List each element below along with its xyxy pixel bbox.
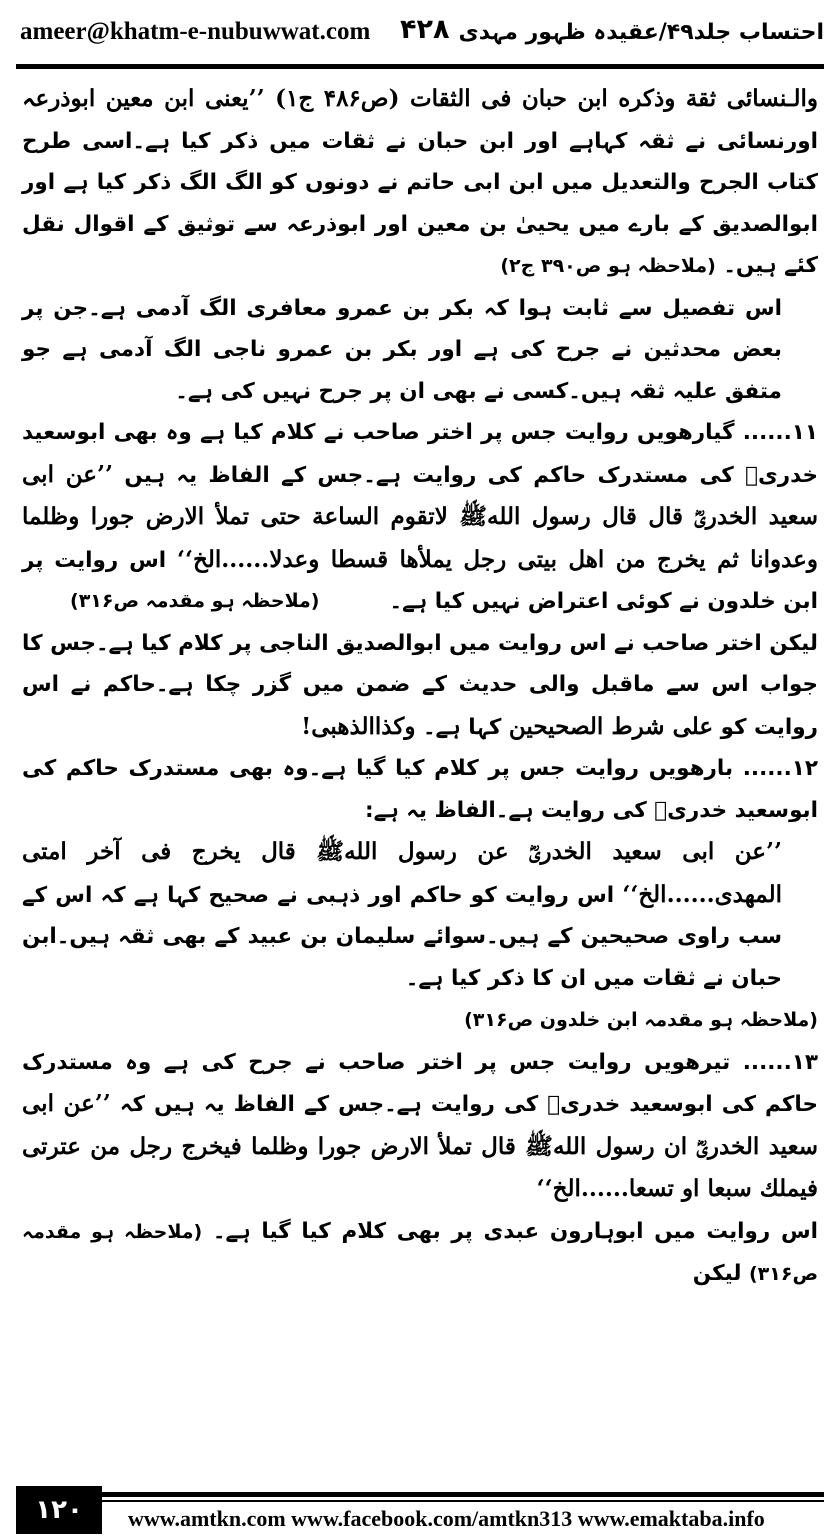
reference-1: (ملاحظہ ہو ص۳۹۰ ج۲): [500, 255, 716, 277]
section-11-hadith: ’’عن ابی سعید الخدریؓ قال قال رسول اللهﷺ لاتقوم الساعة حتی تملأ الارض جورا وظلما وعدوانا ثم یخرج من اهل بیتی رجل یملأها قسطا وعدلا......الخ‘‘: [22, 460, 818, 573]
header-rule: [16, 64, 824, 69]
last-paragraph: [22, 1211, 818, 1296]
header-page-number: ۴۲۸: [400, 14, 450, 45]
section-13-hadith: ’’عن ابی سعید الخدریؓ ان رسول اللهﷺ قال تملأ الارض جورا وظلما فیخرج رجل من عترتی فیملك سبعا او تسعا......الخ‘‘: [22, 1090, 818, 1202]
reference-3-line: [22, 999, 818, 1042]
section-11-text: گیارھویں روایت جس پر اختر صاحب نے کلام کیا ہے وہ بھی ابوسعید خدریؓ کی مستدرک حاکم کی روایت ہے۔جس کے الفاظ یہ ہیں: [22, 420, 818, 488]
page-body: [22, 78, 818, 1296]
section-11: [22, 412, 818, 623]
paragraph-2: اس تفصیل سے ثابت ہوا کہ بکر بن عمرو معافری الگ آدمی ہے۔جن پر بعض محدثین نے جرح کی ہے اور بکر بن عمرو ناجی الگ آدمی ہے جو متفق علیہ ثقہ ہیں۔کسی نے بھی ان پر جرح نہیں کی ہے۔: [22, 295, 782, 404]
reference-4: (ملاحظہ ہو مقدمہ ص۳۱۶): [22, 1220, 818, 1285]
section-11-comment: اس روایت پر ابن خلدون نے کوئی اعتراض نہیں کیا ہے۔: [22, 547, 818, 614]
paragraph-4: [22, 623, 818, 749]
header-email: ameer@khatm-e-nubuwwat.com: [20, 18, 371, 45]
section-13: [22, 1042, 818, 1211]
running-head: احتساب جلد۴۹/عقیدہ ظہور مہدی: [458, 20, 824, 45]
paragraph-4-text: لیکن اختر صاحب نے اس روایت میں ابوالصدیق الناجی پر کلام کیا ہے۔جس کا جواب اس سے ماقبل والی حدیث کے ضمن میں گزر چکا ہے۔حاکم نے اس روایت کو: [22, 630, 818, 740]
section-12-number: ۱۲......: [742, 756, 818, 781]
last-text: اس روایت میں ابوہارون عبدی پر بھی کلام کیا گیا ہے۔: [212, 1218, 818, 1244]
paragraph-4-end: کہا ہے۔: [422, 714, 502, 740]
line-3: میں ابن ابی حاتم نے دونوں کو الگ الگ ذکر کیا ہے اور ابوالصدیق کے بارے میں یحییٰ بن معین: [22, 170, 818, 237]
page-header: [16, 14, 824, 58]
section-11-number: ۱۱......: [742, 420, 818, 445]
footer-rule: [102, 1492, 824, 1497]
section-12-hadith: ’’عن ابی سعید الخدریؓ عن رسول اللهﷺ قال یخرج فی آخر امتی المهدی......الخ‘‘: [22, 838, 782, 908]
section-12: [22, 748, 818, 831]
section-12-hadith-para: [22, 831, 818, 999]
section-13-number: ۱۳......: [742, 1049, 818, 1075]
reference-2: (ملاحظہ ہو مقدمہ ص۳۱۶): [70, 590, 320, 612]
reference-3: (ملاحظہ ہو مقدمہ ابن خلدون ص۳۱۶): [464, 1009, 818, 1031]
line-4: اور ابوذرعہ سے توثیق کے اقوال نقل کئے ہیں۔: [22, 211, 818, 278]
section-12-text: بارھویں روایت جس پر کلام کیا گیا ہے۔وہ بھی مستدرک حاکم کی ابوسعید خدریؓ کی روایت ہے۔الفاظ یہ ہے:: [22, 756, 818, 823]
footer-websites: www.amtkn.com www.facebook.com/amtkn313 www.emaktaba.info: [128, 1506, 765, 1531]
section-12-comment: اس روایت کو حاکم اور ذہبی نے صحیح کہا ہے کہ اس کے سب راوی صحیحین کے ہیں۔سوائے سلیمان بن عبید کے بھی ثقہ ہیں۔ابن حبان نے ثقات میں ان کا ذکر کیا ہے۔: [22, 882, 782, 991]
footer-page-box: ۱۲۰: [16, 1486, 102, 1534]
paragraph-1: [22, 78, 818, 288]
footer-rule-thin: [102, 1500, 824, 1502]
page-footer: [16, 1486, 824, 1534]
paragraph-4-arabic-2: وکذاالذهبی!: [301, 712, 416, 740]
section-13-text: تیرھویں روایت جس پر اختر صاحب نے جرح کی ہے وہ مستدرک حاکم کی ابوسعید خدریؓ کی روایت ہے۔جس کے الفاظ یہ ہیں کہ: [22, 1049, 818, 1117]
paragraph-4-arabic: علی شرط الصحیحین: [508, 712, 714, 740]
line-1: والـنسائی ثقة وذكره ابن حبان فی الثقات (ص۴۸۶ ج۱) ’’یعنی ابن معین ابوذرعہ: [22, 85, 818, 112]
line-2: اورنسائی نے ثقہ کہاہے اور ابن حبان نے ثقات میں ذکر کیا ہے۔اسی طرح کتاب الجرح والتعدیل: [22, 128, 818, 195]
last-word: لیکن: [692, 1261, 742, 1286]
